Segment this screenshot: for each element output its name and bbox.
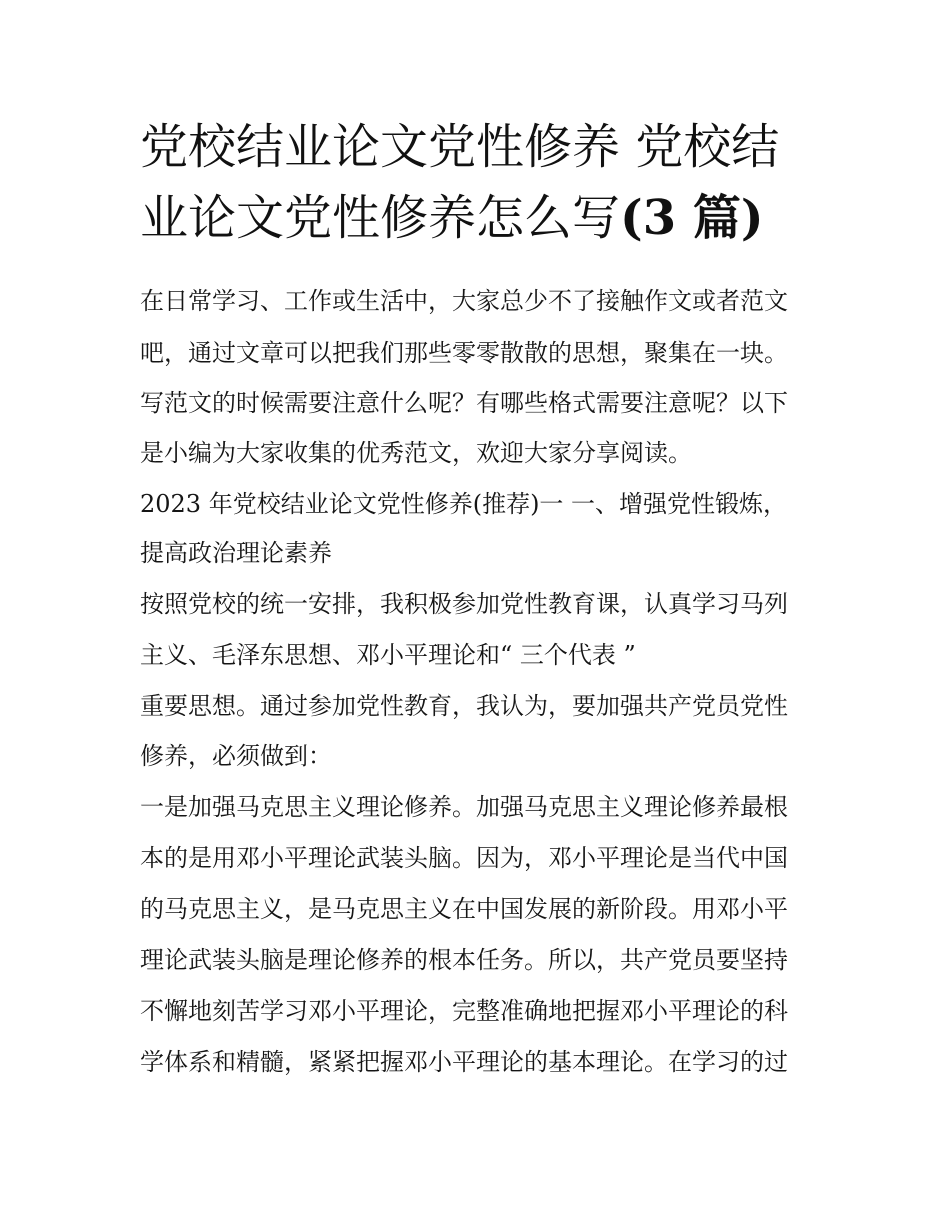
- body-line: 修养，必须做到：: [140, 742, 332, 770]
- body-line: 主义、毛泽东思想、邓小平理论和“ 三个代表 ”: [140, 641, 636, 669]
- body-line: 重要思想。通过参加党性教育，我认为，要加强共产党员党性: [140, 692, 788, 720]
- body-line: 本的是用邓小平理论武装头脑。因为，邓小平理论是当代中国: [140, 844, 788, 872]
- document-title-line-2: [140, 186, 764, 250]
- body-line: 的马克思主义，是马克思主义在中国发展的新阶段。用邓小平: [140, 895, 788, 923]
- body-line: 按照党校的统一安排，我积极参加党性教育课，认真学习马列: [140, 590, 788, 618]
- body-line: 吧，通过文章可以把我们那些零零散散的思想，聚集在一块。: [140, 339, 788, 367]
- document-title-line-1: 党校结业论文党性修养 党校结: [140, 119, 780, 175]
- body-line: 提高政治理论素养: [140, 539, 332, 567]
- body-line: 是小编为大家收集的优秀范文，欢迎大家分享阅读。: [140, 439, 692, 467]
- body-line: 写范文的时候需要注意什么呢？有哪些格式需要注意呢？以下: [140, 389, 788, 417]
- body-line: 在日常学习、工作或生活中，大家总少不了接触作文或者范文: [140, 287, 788, 315]
- body-line: 2023 年党校结业论文党性修养(推荐)一 一、增强党性锻炼，: [140, 490, 788, 518]
- body-line: 不懈地刻苦学习邓小平理论，完整准确地把握邓小平理论的科: [140, 997, 788, 1025]
- document-title-text: 业论文党性修养怎么写: [140, 190, 621, 246]
- document-title-count: (3 篇): [620, 190, 764, 246]
- body-line: 一是加强马克思主义理论修养。加强马克思主义理论修养最根: [140, 793, 788, 821]
- body-line: 理论武装头脑是理论修养的根本任务。所以，共产党员要坚持: [140, 946, 788, 974]
- body-line: 学体系和精髓，紧紧把握邓小平理论的基本理论。在学习的过: [140, 1048, 788, 1076]
